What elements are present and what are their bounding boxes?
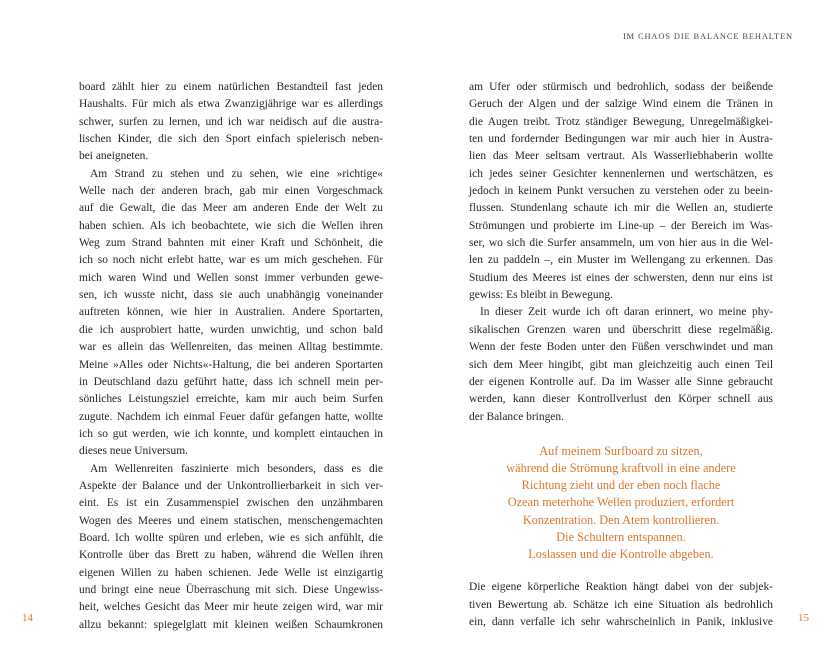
quote-line: Loslassen und die Kontrolle abgeben. [528,547,714,562]
text-line: len zu paddeln –, ein Muster im Wellengang zu erkennen. Das [469,254,773,267]
text-line: der Balance bringen. [469,410,564,423]
text-line: gewiss: Es bleibt in Bewegung. [469,289,613,302]
text-line: Geruch der Algen und der salzige Wind einem die Tränen in [469,98,773,111]
text-line: sönliches Leistungsziel erreichte, kam mir auch beim Surfen [79,393,383,406]
text-line: sen, ich wusste nicht, dass sie auch unabhängig voneinander [79,289,383,302]
running-header: IM CHAOS DIE BALANCE BEHALTEN [622,32,793,41]
text-line: board zählt hier zu einem natürlichen Bestandteil fast jeden [79,81,383,93]
text-line: flussen. Stundenlang schaute ich mir die Wellen an, studierte [469,202,773,215]
text-line: schwer, surfen zu lernen, und ich war neidisch auf die austra- [79,115,383,128]
right-body-text [469,79,773,631]
quote-line: Konzentration. Den Atem kontrollieren. [522,512,720,527]
left-page [0,0,416,648]
text-line: Die eigene körperliche Reaktion hängt dabei von der subjek- [469,581,773,594]
text-line: am Ufer oder stürmisch und bedrohlich, sodass der beißende [469,81,773,93]
quote-line: Richtung zieht und der eben noch flache [521,478,721,493]
quote-line: Ozean meterhohe Wellen produziert, erfordert [507,495,735,510]
text-line: ich so gut werden, wie ich konnte, und komplett eintauchen in [79,427,383,440]
text-line: Board. Ich wollte spüren und erleben, wie es sich anfühlt, die [79,531,383,544]
text-line: werden, kann dieser Kontrollverlust den Körper schnell aus [469,393,773,406]
text-line: jedoch in keinem Punkt versuchen zu verstehen oder zu beein- [469,185,773,198]
text-line: lischen Kinder, die sich den Sport einfach spielerisch neben- [79,133,383,146]
text-line: eint. Es ist ein Zusammenspiel zwischen den unzähmbaren [79,497,383,510]
text-line: Kontrolle über das Brett zu haben, während die Wellen ihren [79,549,383,562]
text-line: Weg zum Strand bahnten mit einer Kraft und Schönheit, die [79,237,383,250]
text-line: dieses neue Universum. [79,445,188,458]
text-line: mich waren Wind und Wellen sonst immer verbunden gewe- [79,271,383,284]
text-line: heit, welches Gesicht das Meer mir heute zeigen wird, war mir [79,601,383,614]
text-line: zugute. Nachdem ich einmal Feuer dafür gefangen hatte, wollte [79,410,383,423]
text-line: Wenn der feste Boden unter den Füßen verschwindet und man [469,341,773,354]
pull-quote [469,443,773,563]
text-line: in Deutschland dazu geführt hatte, dass ich schnell mein per- [79,375,383,388]
right-page [417,0,833,648]
text-line: ich so noch nicht erlebt hatte, war es um mich geschehen. Für [79,254,383,267]
page-number-right: 15 [798,612,809,624]
text-line: sich dem Meer hingibt, gibt man gleichzeitig auch einen Teil [469,358,773,371]
text-line: Wogen des Meeres und einem statischen, menschengemachten [79,514,383,527]
text-line: auf die Gewalt, die das Meer am anderen Ende der Welt zu [79,202,383,215]
text-line: die Augen treibt. Trotz ständiger Bewegung, Unregelmäßigkei- [469,115,773,128]
text-line: ser, wo sich die Surfer ansammeln, um von hier aus in die Wel- [469,237,773,250]
page-number-left: 14 [22,612,33,624]
text-line: Strömungen und probierte im Line-up – der Bereich im Was- [469,219,773,232]
text-line: Am Strand zu stehen und zu sehen, wie eine »richtige« [90,167,383,180]
text-line: eigenen Willen zu haben schienen. Jede Welle ist einzigartig [79,566,383,579]
text-line: war es allein das Wellenreiten, das meinen Alltag bestimmte. [79,341,383,354]
text-line: lien das Meer seltsam vertraut. Als Wasserliebhaberin wollte [469,150,773,163]
text-line: allzu bekannt: spiegelglatt mit kleinen weißen Schaumkronen [79,618,383,631]
right-text-before-quote [469,79,773,426]
text-line: und bringt eine neue Überraschung mit sich. Diese Ungewiss- [79,583,383,596]
left-body-text [79,79,383,634]
quote-line: während die Strömung kraftvoll in eine andere [506,461,736,476]
text-line: Haushalts. Für mich als etwa Zwanzigjährige war es allerdings [79,98,383,111]
text-line: Aspekte der Balance und der Unkontrollierbarkeit in sich ver- [79,479,383,492]
text-line: Meine »Alles oder Nichts«-Haltung, die bei anderen Sportarten [79,358,383,371]
quote-line: Auf meinem Surfboard zu sitzen, [539,443,703,458]
text-line: sikalischen Grenzen waren und überschritt diese regelmäßig. [469,323,773,336]
text-line: auftreten können, wie hier in Australien. Andere Sportarten, [79,306,383,319]
text-line: die ich ausprobiert hatte, wurden unwichtig, und schon bald [79,323,383,336]
right-text-after-quote [469,579,773,631]
text-line: tiven Bewertung ab. Schätze ich eine Situation als bedrohlich [469,598,773,611]
text-line: ten und fordernder Bedingungen war mir auch hier in Austra- [469,133,773,146]
text-line: Studium des Meeres ist eines der schwersten, denn nur eins ist [469,271,773,284]
quote-line: Die Schultern entspannen. [556,529,686,544]
text-line: Welle nach der anderen brach, gab mir einen Vorgeschmack [79,185,383,198]
text-line: ich jedes seiner Gesichter kennenlernen und wertschätzen, es [469,167,773,180]
text-line: bei aneigneten. [79,150,149,163]
text-line: der eigenen Kontrolle auf. Da im Wasser alle Sinne gebraucht [469,375,773,388]
text-line: In dieser Zeit wurde ich oft daran erinnert, wo meine phy- [480,306,773,319]
text-line: Am Wellenreiten faszinierte mich besonders, dass es die [90,462,383,475]
text-line: ein, dann verfalle ich sehr wahrscheinlich in Panik, inklusive [469,615,773,628]
text-line: haben schien. Als ich beobachtete, wie sich die Wellen ihren [79,219,383,232]
